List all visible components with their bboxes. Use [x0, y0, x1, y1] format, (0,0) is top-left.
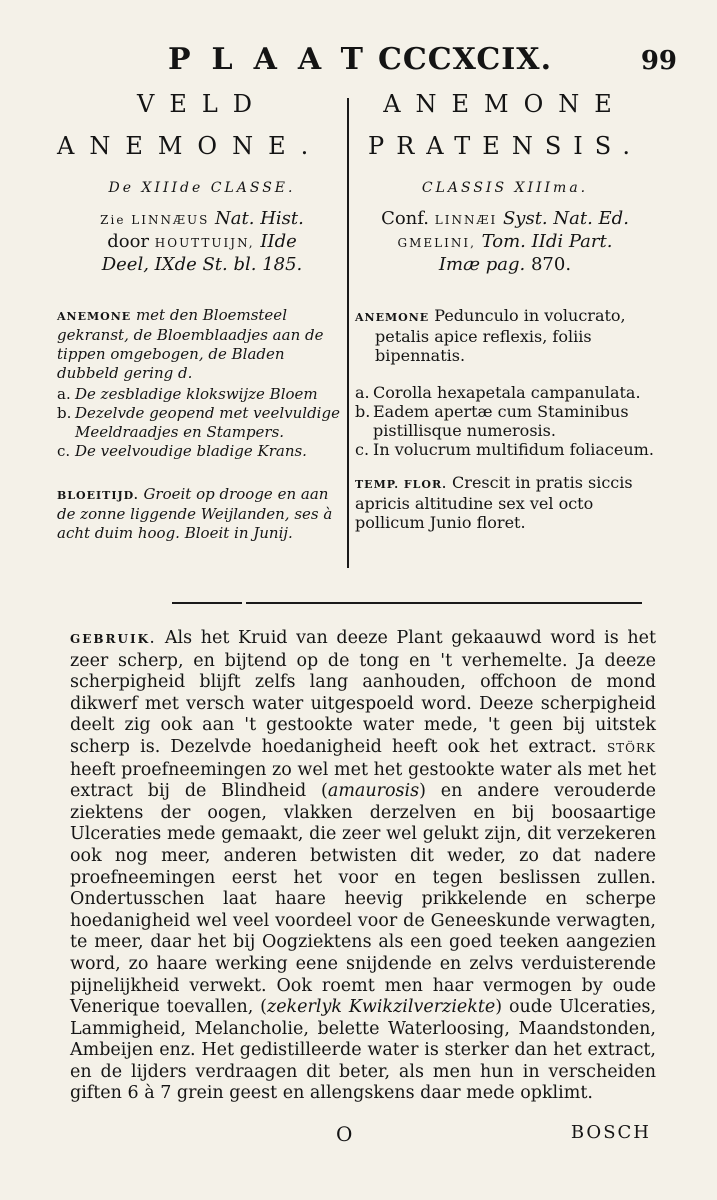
latin-classis: CLASSIS XIIIma.: [421, 180, 589, 196]
latin-reference: [355, 208, 655, 276]
ref-pag: Imæ pag.: [438, 254, 526, 275]
ref-tom: Tom. IIdi Part.: [481, 231, 613, 252]
list-item: b. Eadem apertæ cum Staminibus pistillisque numerosis.: [355, 402, 629, 440]
dutch-classis: De XIIIde CLASSE.: [108, 180, 296, 196]
gebruik-text-4: ) oude Ulceraties, Lammigheid, Melancholie, belette Waterloosing, Maandstonden, Ambeijen enz. Het gedistilleerde water is sterker dan het extract, en de lijders verdraagen dit beter, als men hun in verscheiden giften 6 à 7 grein geest en allengskens daar mede opklimt.: [70, 997, 657, 1104]
page-footer: [0, 1122, 717, 1152]
latin-description: [355, 306, 655, 365]
dutch-description: [57, 306, 347, 383]
ref-translator: HOUTTUIJN,: [154, 236, 255, 250]
plate-number: CCCXCIX.: [378, 42, 553, 77]
gebruik-text-2: heeft proefneemingen zo wel met het gestookte water als met het extract bij de Blindheid (: [70, 759, 656, 802]
gebruik-text-1: Als het Kruid van deeze Plant gekaauwd word is het zeer scherp, en bijtend op de tong en 't verhemelte. Ja deeze scherpigheid blijft zelfs lang aanhouden, offchoon de mond dikwerf met versch water uitgespoeld word. Deeze scherpigheid deelt zig ook aan 't gestookte water mede, 't geen bij uitstek scherp is. Dezelvde hoedanigheid heeft ook het extract.: [70, 628, 656, 757]
ref-volume: Deel, IXde St. bl. 185.: [101, 254, 303, 275]
amaurosis-term: amaurosis: [327, 781, 420, 802]
ref-author: Zie LINNÆUS: [100, 213, 210, 227]
dutch-reference: [57, 208, 347, 276]
catchword: BOSCH: [570, 1122, 651, 1143]
ref-conf: Conf.: [381, 208, 430, 229]
latin-figure-list: [355, 383, 655, 459]
bloeitijd-text: Groeit op drooge en aan de zonne liggende Weijlanden, ses à acht duim hoog. Bloeit in Junij.: [57, 485, 333, 542]
kwikzilver-term: zekerlyk Kwikzilverziekte: [266, 997, 496, 1018]
list-item: a. Corolla hexapetala campanulata.: [355, 383, 641, 402]
ref-gmelini: GMELINI,: [397, 236, 476, 250]
signature-mark: O: [336, 1122, 353, 1146]
ref-syst: Syst. Nat. Ed.: [502, 208, 629, 229]
latin-column: [355, 90, 655, 532]
gebruik-text-3: ) en andere verouderde ziektens der oogen, vlakken derzelven en bij boosaartige Ulceraties mede gemaakt, die zeer wel gelukt zijn, dit verzekeren ook nog meer, anderen betwisten dit weder, zo dat nadere proefneemingen eerst het voor en tegen beslissen zullen. Ondertusschen laat haare heevig prikkelende en scherpe hoedanigheid wel veel voordeel voor de Geneeskunde verwagten, te meer, daar het bij Oogziektens als een goed teeken aangezien word, zo haare werking eene snijdende en zelvs verduisterende pijnelijkheid verwekt. Ook roemt men haar vermogen by oude Venerique toevallen, (: [70, 781, 656, 1018]
dutch-bloeitijd: [57, 485, 347, 543]
list-item: c. In volucrum multifidum foliaceum.: [355, 440, 654, 459]
ref-part: IIde: [260, 231, 297, 252]
dutch-desc-text: met den Bloemsteel gekranst, de Bloemblaadjes aan de tippen omgebogen, de Bladen dubbeld gering d.: [57, 306, 324, 382]
column-divider: [347, 98, 349, 568]
bloeitijd-lead: BLOEITIJD.: [57, 489, 139, 502]
ref-linnaei: LINNÆI: [434, 213, 498, 227]
plaat-label: PLAAT: [168, 42, 384, 77]
dutch-title-2: ANEMONE.: [57, 132, 324, 160]
temp-flor-lead: TEMP. FLOR.: [355, 478, 447, 491]
gebruik-lead: GEBRUIK.: [70, 632, 157, 646]
latin-title-2: PRATENSIS.: [368, 132, 642, 160]
list-item: b. Dezelvde geopend met veelvuldige Meeldraadjes en Stampers.: [57, 404, 340, 441]
latin-title-1: ANEMONE: [383, 90, 627, 118]
plate-header: [0, 38, 717, 88]
latin-temp-flor: [355, 473, 655, 532]
list-item: a. De zesbladige klokswijze Bloem: [57, 385, 318, 403]
stork-name: STÖRK: [606, 740, 656, 755]
gebruik-paragraph: [70, 628, 656, 1105]
latin-desc-text: Pedunculo in volucrato, petalis apice reflexis, foliis bipennatis.: [375, 306, 626, 365]
divider-short: [172, 602, 242, 604]
dutch-desc-lead: ANEMONE: [57, 310, 132, 323]
page-number: 99: [640, 46, 677, 76]
ref-work: Nat. Hist.: [215, 208, 304, 229]
dutch-column: [57, 90, 347, 543]
divider-long: [246, 602, 642, 604]
temp-flor-text: Crescit in pratis siccis apricis altitudine sex vel octo pollicum Junio floret.: [355, 473, 633, 532]
section-divider: [0, 602, 717, 608]
ref-pagenum: 870.: [530, 254, 572, 275]
list-item: c. De veelvoudige bladige Krans.: [57, 442, 307, 460]
dutch-figure-list: [57, 385, 347, 461]
ref-door: door: [107, 231, 150, 252]
latin-desc-lead: ANEMONE: [355, 311, 430, 324]
dutch-title-1: VELD: [136, 90, 268, 118]
